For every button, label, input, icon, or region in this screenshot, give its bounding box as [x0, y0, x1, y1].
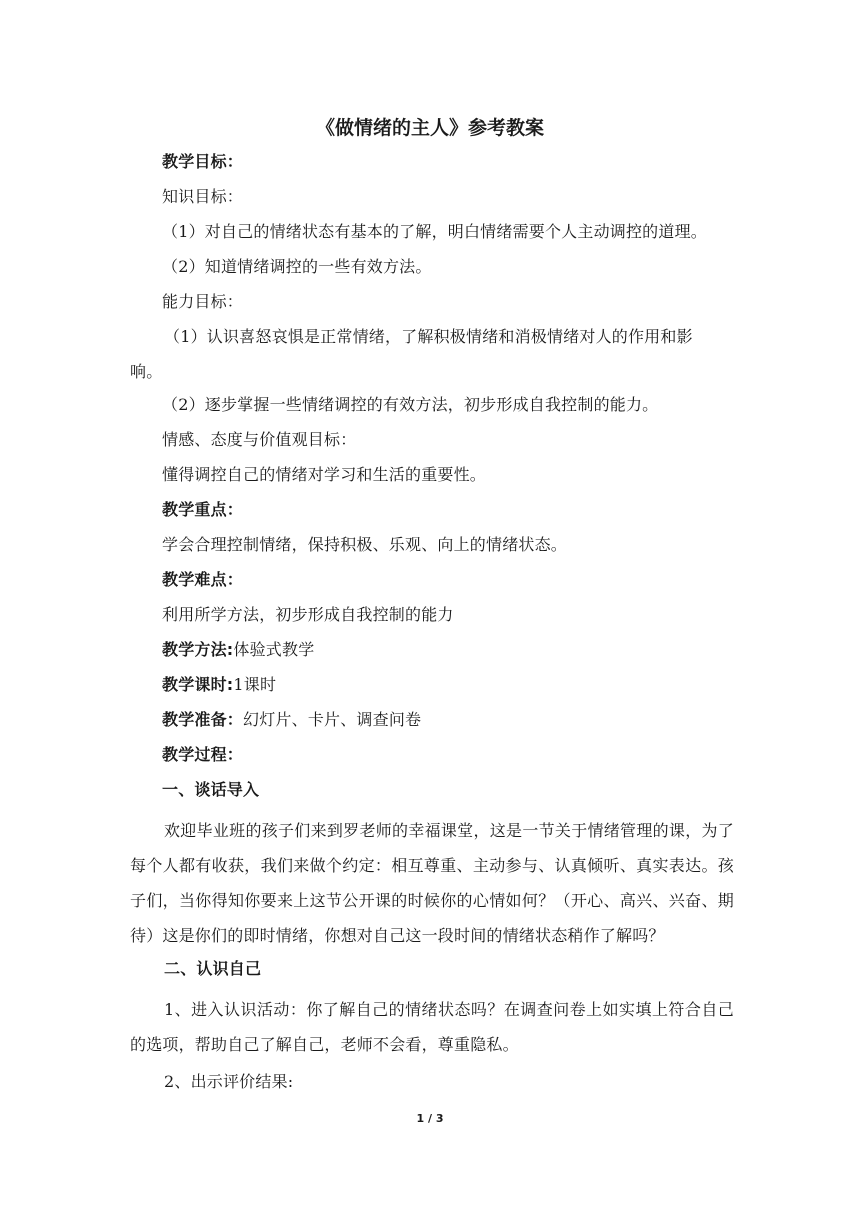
emotion-item-1: 懂得调控自己的情绪对学习和生活的重要性。 [162, 465, 487, 484]
section-1-paragraph: 欢迎毕业班的孩子们来到罗老师的幸福课堂，这是一节关于情绪管理的课，为了每个人都有收获，我们来做个约定：相互尊重、主动参与、认真倾听、真实表达。孩子们，当你得知你要来上这节公开课的时候你的心情如何？（开心、高兴、兴奋、期待）这是你们的即时情绪，你想对自己这一段时间的情绪状态稍作了解吗？ [130, 821, 734, 945]
preparation-label: 教学准备： [162, 710, 244, 729]
knowledge-item-2: （2）知道情绪调控的一些有效方法。 [162, 257, 432, 276]
hours-label: 教学课时: [162, 675, 234, 694]
method-value: 体验式教学 [233, 640, 315, 659]
difficulties-heading: 教学难点： [162, 570, 244, 589]
hours-value: 1课时 [233, 675, 277, 694]
preparation-line [130, 708, 734, 732]
ability-heading: 能力目标： [162, 292, 244, 311]
section-2-step-2: 2、出示评价结果: [164, 1072, 294, 1091]
preparation-value: 幻灯片、卡片、调查问卷 [243, 710, 422, 729]
ability-item-1-line-1: （1）认识喜怒哀惧是正常情绪，了解积极情绪和消极情绪对人的作用和影 [164, 327, 693, 346]
process-heading: 教学过程： [162, 745, 244, 764]
emotion-heading: 情感、态度与价值观目标： [162, 430, 357, 449]
section-2-step-1: 1、进入认识活动：你了解自己的情绪状态吗？在调查问卷上如实填上符合自己的选项，帮助自己了解自己，老师不会看，尊重隐私。 [130, 1000, 734, 1054]
ability-item-1 [130, 319, 734, 389]
objectives-heading: 教学目标： [162, 152, 244, 171]
method-label: 教学方法: [162, 640, 234, 659]
hours-line [130, 673, 734, 697]
ability-item-1-line-2: 响。 [130, 362, 163, 381]
knowledge-heading: 知识目标： [162, 187, 244, 206]
difficulties-text: 利用所学方法，初步形成自我控制的能力 [162, 605, 454, 624]
document-body [130, 150, 734, 1101]
key-points-text: 学会合理控制情绪，保持积极、乐观、向上的情绪状态。 [162, 535, 568, 554]
document-title: 《做情绪的主人》参考教案 [315, 117, 544, 139]
section-1-title: 一、谈话导入 [162, 780, 260, 799]
ability-item-2: （2）逐步掌握一些情绪调控的有效方法，初步形成自我控制的能力。 [162, 395, 659, 414]
page-number: 1 / 3 [416, 1112, 444, 1125]
knowledge-item-1: （1）对自己的情绪状态有基本的了解，明白情绪需要个人主动调控的道理。 [162, 222, 707, 241]
key-points-heading: 教学重点： [162, 500, 244, 519]
section-2-title: 二、认识自己 [164, 959, 262, 978]
method-line [130, 638, 734, 662]
